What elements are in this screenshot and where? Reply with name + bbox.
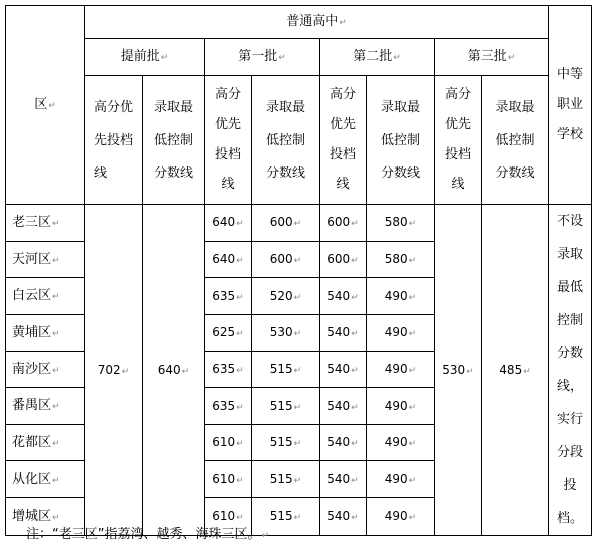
first-priority-line-value: 610↵ bbox=[205, 461, 252, 498]
header-row-1 bbox=[6, 6, 592, 39]
district-cell: 番禺区↵ bbox=[6, 388, 85, 425]
second-priority-line-value: 600↵ bbox=[320, 205, 367, 242]
first-min-line-value: 515↵ bbox=[252, 351, 320, 388]
early-priority-line-header: 高分优 先投档 线 bbox=[85, 76, 143, 205]
district-cell: 南沙区↵ bbox=[6, 351, 85, 388]
second-priority-line-value: 540↵ bbox=[320, 351, 367, 388]
district-cell: 增城区↵ bbox=[6, 498, 85, 536]
second-priority-line-value: 540↵ bbox=[320, 314, 367, 351]
third-priority-line-value: 530↵ bbox=[435, 205, 482, 536]
first-priority-line-value: 610↵ bbox=[205, 498, 252, 536]
second-priority-line-value: 540↵ bbox=[320, 278, 367, 315]
first-min-line-value: 515↵ bbox=[252, 461, 320, 498]
second-priority-line-value: 540↵ bbox=[320, 461, 367, 498]
vocational-school-header: 中等 职业 学校 bbox=[549, 6, 592, 205]
third-priority-line-header: 高分 优先 投档 线 bbox=[435, 76, 482, 205]
table-body bbox=[6, 6, 592, 536]
general-high-school-header: 普通高中↵ bbox=[85, 6, 549, 39]
district-cell: 天河区↵ bbox=[6, 241, 85, 278]
second-priority-line-value: 540↵ bbox=[320, 424, 367, 461]
second-min-line-value: 490↵ bbox=[367, 498, 435, 536]
early-min-line-value: 640↵ bbox=[143, 205, 205, 536]
table-row bbox=[6, 205, 592, 242]
second-min-line-value: 490↵ bbox=[367, 278, 435, 315]
early-min-line-header: 录取最 低控制 分数线 bbox=[143, 76, 205, 205]
header-row-2 bbox=[6, 39, 592, 76]
admission-score-table bbox=[5, 5, 592, 536]
third-min-line-value: 485↵ bbox=[482, 205, 549, 536]
first-min-line-header: 录取最 低控制 分数线 bbox=[252, 76, 320, 205]
second-priority-line-header: 高分 优先 投档 线 bbox=[320, 76, 367, 205]
first-min-line-value: 515↵ bbox=[252, 424, 320, 461]
first-min-line-value: 520↵ bbox=[252, 278, 320, 315]
first-priority-line-value: 640↵ bbox=[205, 205, 252, 242]
second-min-line-value: 490↵ bbox=[367, 424, 435, 461]
first-min-line-value: 600↵ bbox=[252, 241, 320, 278]
first-priority-line-header: 高分 优先 投档 线 bbox=[205, 76, 252, 205]
district-cell: 黄埔区↵ bbox=[6, 314, 85, 351]
second-min-line-value: 580↵ bbox=[367, 205, 435, 242]
batch-first-header: 第一批↵ bbox=[205, 39, 320, 76]
district-cell: 从化区↵ bbox=[6, 461, 85, 498]
first-priority-line-value: 625↵ bbox=[205, 314, 252, 351]
first-priority-line-value: 635↵ bbox=[205, 388, 252, 425]
second-priority-line-value: 600↵ bbox=[320, 241, 367, 278]
second-min-line-value: 490↵ bbox=[367, 461, 435, 498]
batch-third-header: 第三批↵ bbox=[435, 39, 549, 76]
third-min-line-header: 录取最 低控制 分数线 bbox=[482, 76, 549, 205]
second-min-line-value: 490↵ bbox=[367, 388, 435, 425]
second-priority-line-value: 540↵ bbox=[320, 498, 367, 536]
first-min-line-value: 515↵ bbox=[252, 498, 320, 536]
second-min-line-value: 490↵ bbox=[367, 351, 435, 388]
footnote: 注：“老三区”指荔湾、越秀、海珠三区。↵ bbox=[26, 527, 270, 542]
batch-early-header: 提前批↵ bbox=[85, 39, 205, 76]
second-min-line-header: 录取最 低控制 分数线 bbox=[367, 76, 435, 205]
vocational-note-cell: 不设 录取 最低 控制 分数 线， 实行 分段 投 档。 bbox=[549, 205, 592, 536]
first-min-line-value: 530↵ bbox=[252, 314, 320, 351]
batch-second-header: 第二批↵ bbox=[320, 39, 435, 76]
first-min-line-value: 515↵ bbox=[252, 388, 320, 425]
first-priority-line-value: 635↵ bbox=[205, 278, 252, 315]
early-priority-line-value: 702↵ bbox=[85, 205, 143, 536]
first-priority-line-value: 640↵ bbox=[205, 241, 252, 278]
first-priority-line-value: 635↵ bbox=[205, 351, 252, 388]
first-priority-line-value: 610↵ bbox=[205, 424, 252, 461]
district-cell: 老三区↵ bbox=[6, 205, 85, 242]
header-row-3 bbox=[6, 76, 592, 205]
district-header: 区↵ bbox=[6, 6, 85, 205]
first-min-line-value: 600↵ bbox=[252, 205, 320, 242]
second-min-line-value: 580↵ bbox=[367, 241, 435, 278]
district-cell: 花都区↵ bbox=[6, 424, 85, 461]
second-priority-line-value: 540↵ bbox=[320, 388, 367, 425]
district-cell: 白云区↵ bbox=[6, 278, 85, 315]
second-min-line-value: 490↵ bbox=[367, 314, 435, 351]
